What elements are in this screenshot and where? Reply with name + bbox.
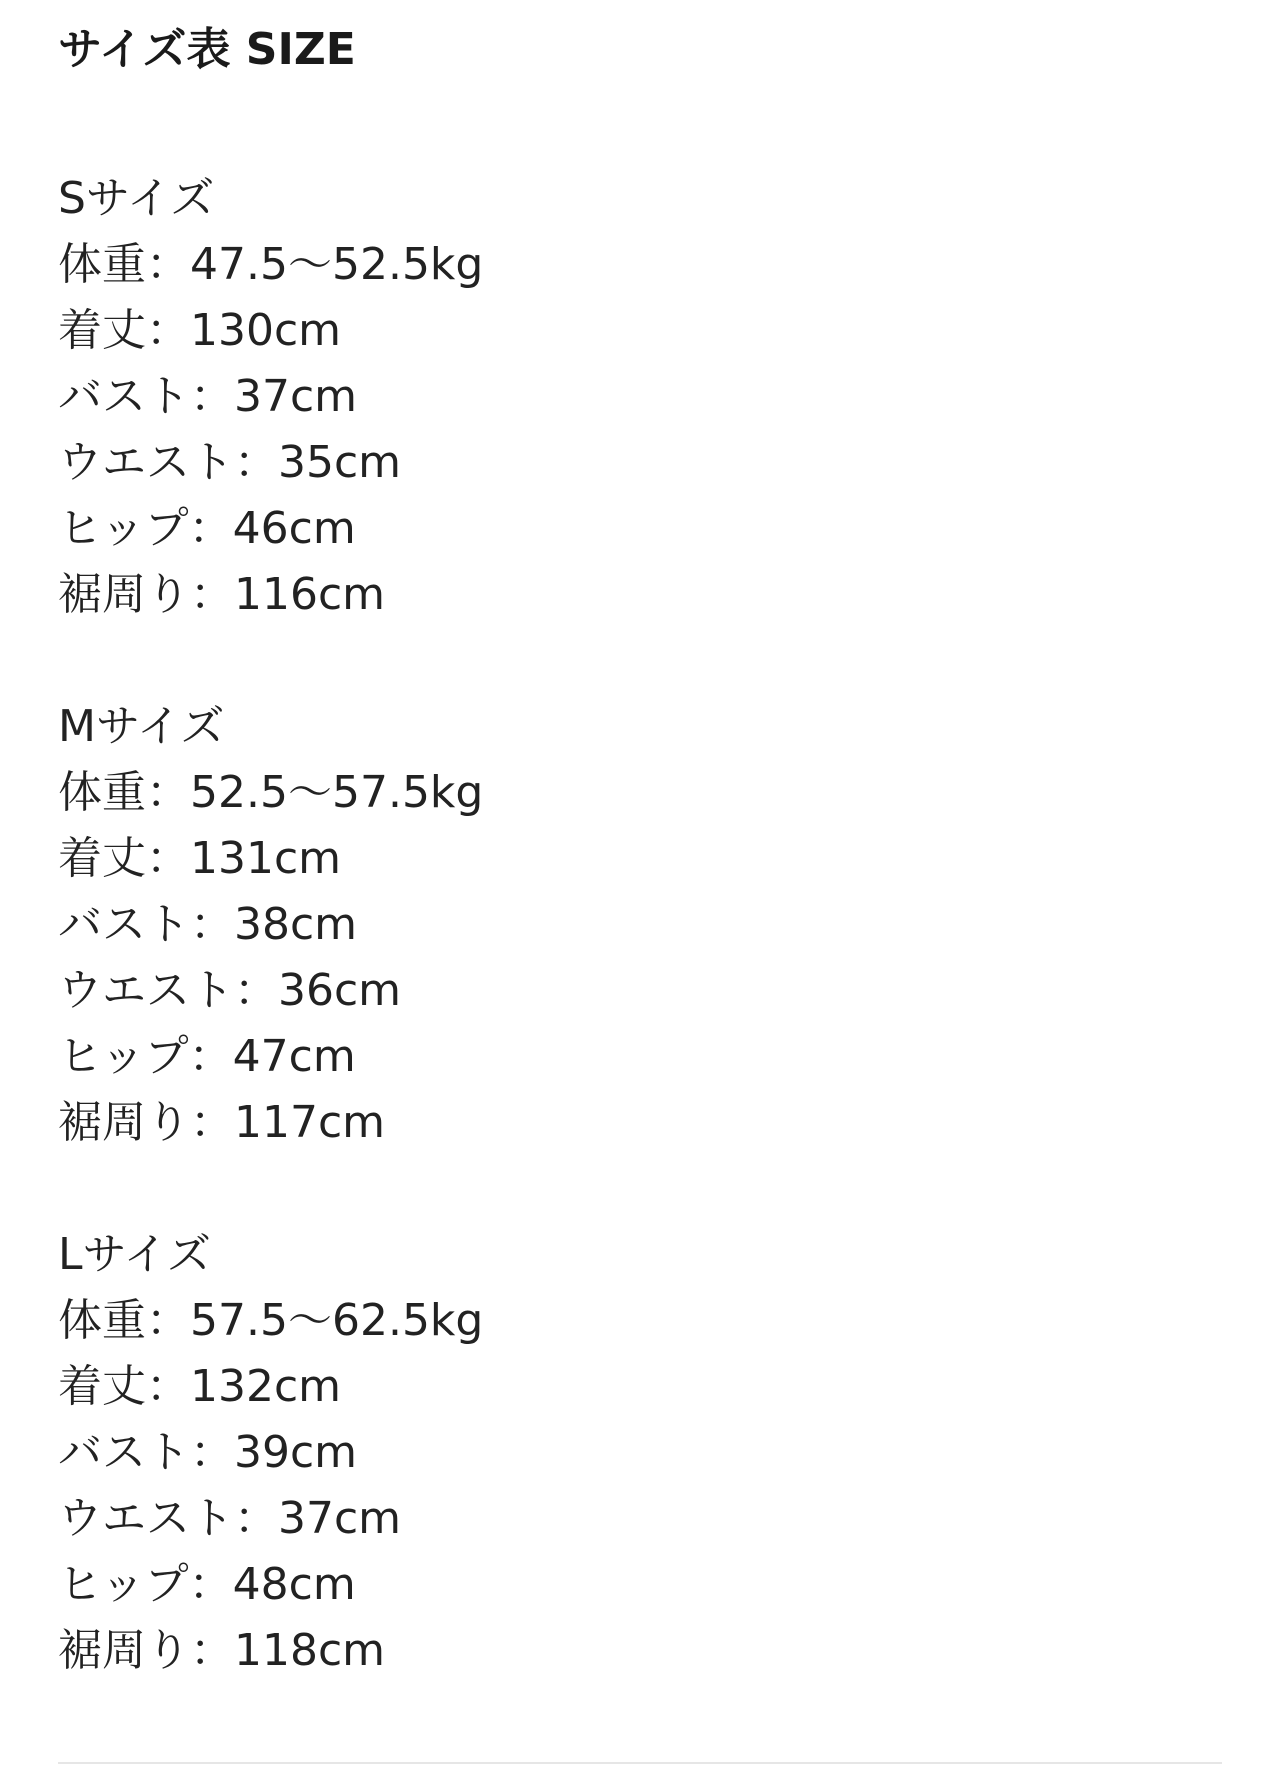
bust-line: バスト：38cm <box>58 899 358 950</box>
size-section-s <box>58 166 1218 628</box>
hem-line: 裾周り：118cm <box>58 1625 386 1676</box>
size-chart <box>58 22 1218 1684</box>
weight-line: 体重：47.5〜52.5kg <box>58 239 484 290</box>
waist-line: ウエスト：36cm <box>58 965 402 1016</box>
length-line: 着丈：131cm <box>58 833 342 884</box>
hip-line: ヒップ：48cm <box>58 1559 356 1610</box>
hem-line: 裾周り：116cm <box>58 569 386 620</box>
bust-line: バスト：39cm <box>58 1427 358 1478</box>
page-title: サイズ表 SIZE <box>58 24 356 75</box>
section-divider <box>58 1762 1222 1764</box>
weight-line: 体重：57.5〜62.5kg <box>58 1295 484 1346</box>
size-section-m <box>58 694 1218 1156</box>
weight-line: 体重：52.5〜57.5kg <box>58 767 484 818</box>
length-line: 着丈：132cm <box>58 1361 342 1412</box>
size-section-l <box>58 1222 1218 1684</box>
size-heading: Sサイズ <box>58 173 215 224</box>
hip-line: ヒップ：47cm <box>58 1031 356 1082</box>
waist-line: ウエスト：35cm <box>58 437 402 488</box>
hip-line: ヒップ：46cm <box>58 503 356 554</box>
size-heading: Lサイズ <box>58 1229 211 1280</box>
waist-line: ウエスト：37cm <box>58 1493 402 1544</box>
bust-line: バスト：37cm <box>58 371 358 422</box>
hem-line: 裾周り：117cm <box>58 1097 386 1148</box>
size-heading: Mサイズ <box>58 701 225 752</box>
length-line: 着丈：130cm <box>58 305 342 356</box>
